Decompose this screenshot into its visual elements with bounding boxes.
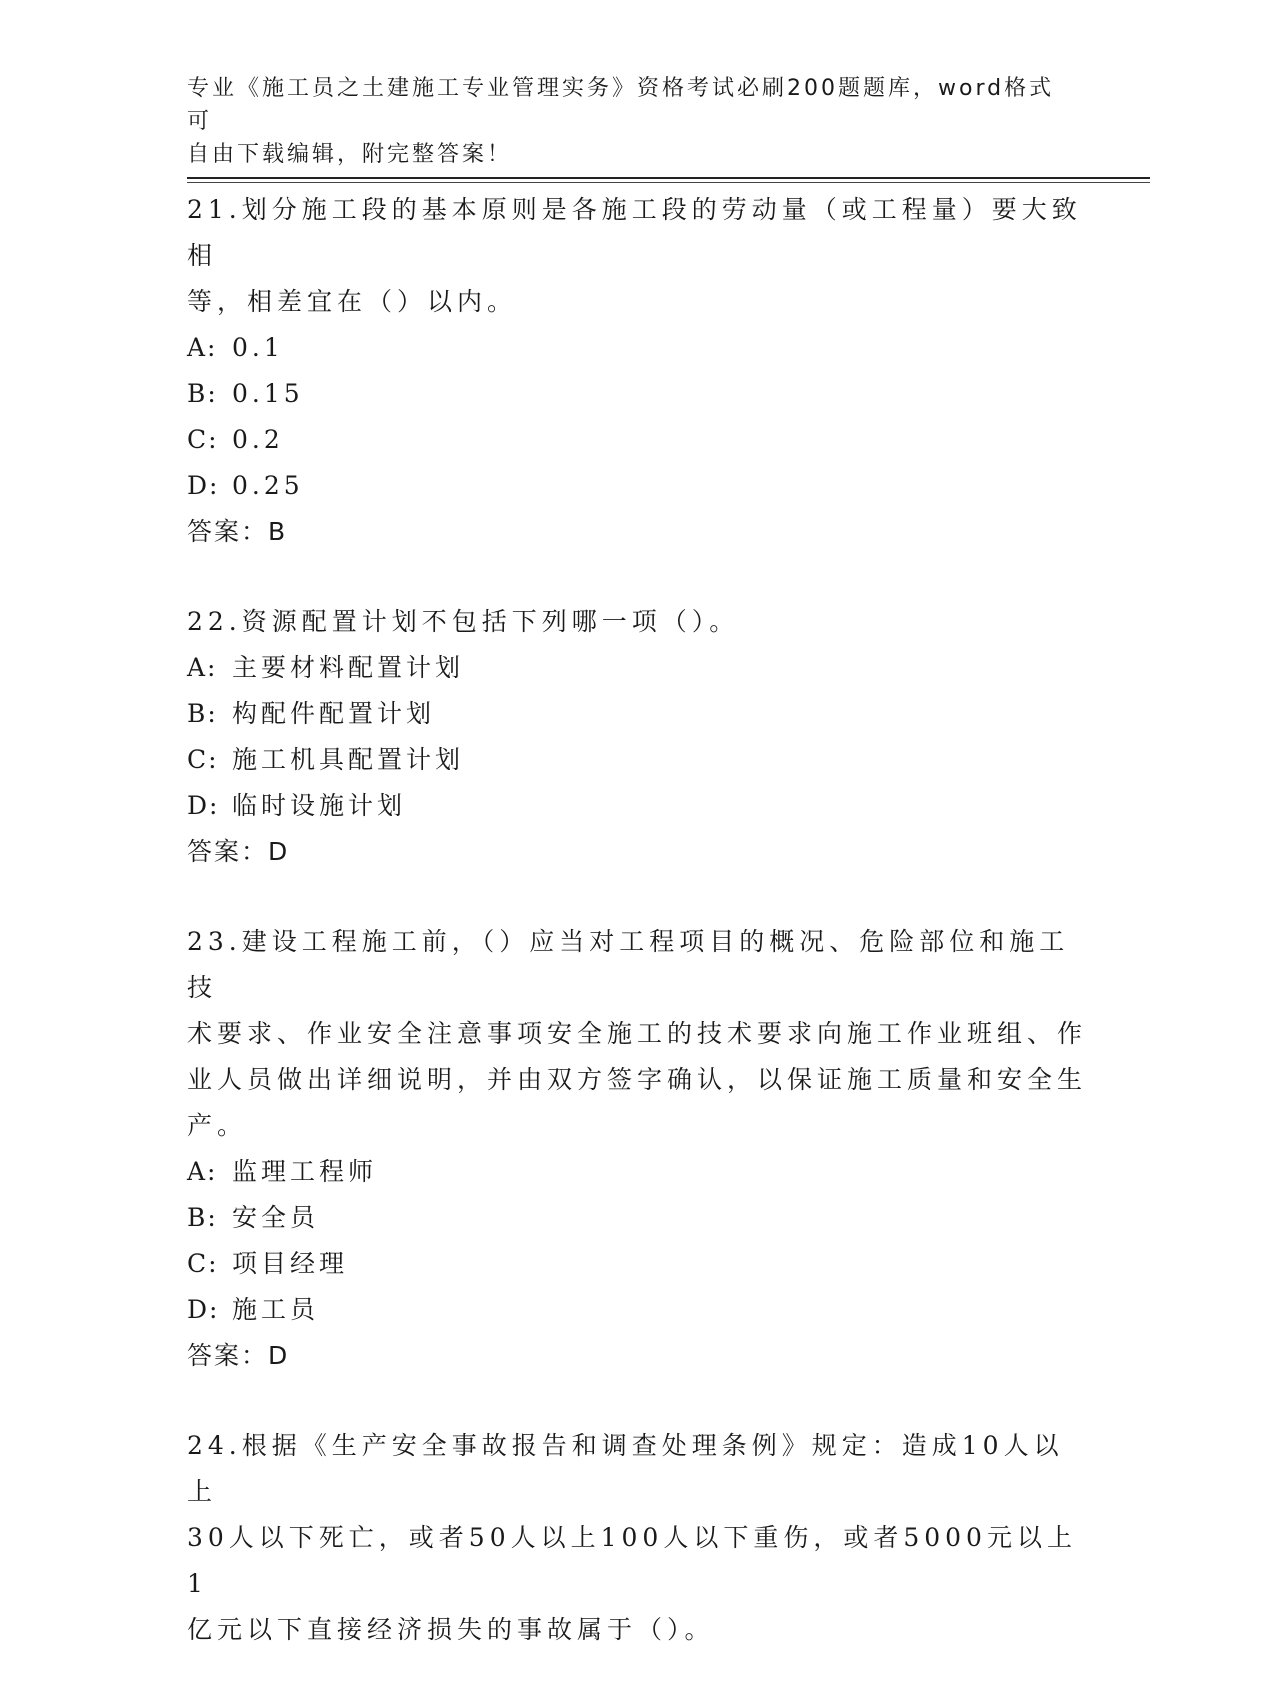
option-key: C: [187, 745, 219, 774]
header-divider-thick [187, 177, 1150, 179]
option-text: 构配件配置计划 [232, 699, 436, 728]
option-key: A: [187, 333, 218, 362]
answer-line: 答案：D [187, 837, 290, 866]
option-text: 临时设施计划 [232, 791, 407, 820]
option-d [187, 463, 1087, 509]
question-23 [187, 919, 1087, 1379]
option-text: 安全员 [232, 1203, 320, 1232]
question-stem-line: 21.划分施工段的基本原则是各施工段的劳动量（或工程量）要大致相 [187, 195, 1082, 270]
header-line-2: 自由下载编辑，附完整答案！ [187, 142, 513, 167]
question-stem-line: 30人以下死亡，或者50人以上100人以下重伤，或者5000元以上1 [187, 1523, 1077, 1598]
option-key: C: [187, 1249, 219, 1278]
option-text: 0.25 [232, 471, 304, 500]
option-text: 0.2 [232, 425, 284, 454]
option-b [187, 691, 1087, 737]
header-divider-thin [187, 182, 1150, 183]
option-c [187, 417, 1087, 463]
option-text: 监理工程师 [232, 1157, 378, 1186]
question-22 [187, 599, 1087, 875]
option-key: B: [187, 379, 218, 408]
answer-line: 答案：B [187, 517, 288, 546]
option-a [187, 1149, 1087, 1195]
question-stem-line: 业人员做出详细说明，并由双方签字确认，以保证施工质量和安全生 [187, 1065, 1088, 1094]
option-d [187, 783, 1087, 829]
option-text: 0.1 [232, 333, 284, 362]
option-a [187, 325, 1087, 371]
option-key: B: [187, 699, 218, 728]
header-line-1: 专业《施工员之土建施工专业管理实务》资格考试必刷200题题库，word格式可 [187, 76, 1055, 134]
question-stem-line: 亿元以下直接经济损失的事故属于（）。 [187, 1615, 715, 1644]
option-key: D: [187, 1295, 220, 1324]
option-d [187, 1287, 1087, 1333]
option-key: B: [187, 1203, 218, 1232]
option-key: D: [187, 471, 220, 500]
option-text: 施工员 [232, 1295, 320, 1324]
question-24 [187, 1423, 1087, 1653]
question-stem-line: 23.建设工程施工前，（）应当对工程项目的概况、危险部位和施工技 [187, 927, 1070, 1002]
question-stem-line: 22.资源配置计划不包括下列哪一项（）。 [187, 607, 740, 636]
question-stem-line: 产。 [187, 1111, 248, 1140]
document-header [187, 72, 1067, 171]
option-key: A: [187, 653, 218, 682]
option-text: 0.15 [232, 379, 304, 408]
option-key: D: [187, 791, 220, 820]
question-stem-line: 等，相差宜在（）以内。 [187, 287, 518, 316]
option-b [187, 371, 1087, 417]
option-text: 施工机具配置计划 [232, 745, 465, 774]
question-stem-line: 24.根据《生产安全事故报告和调查处理条例》规定：造成10人以上 [187, 1431, 1064, 1506]
option-key: C: [187, 425, 219, 454]
question-list [187, 187, 1087, 1697]
option-c [187, 1241, 1087, 1287]
option-key: A: [187, 1157, 218, 1186]
question-21 [187, 187, 1087, 555]
option-c [187, 737, 1087, 783]
option-b [187, 1195, 1087, 1241]
question-stem-line: 术要求、作业安全注意事项安全施工的技术要求向施工作业班组、作 [187, 1019, 1088, 1048]
answer-line: 答案：D [187, 1341, 290, 1370]
option-text: 项目经理 [232, 1249, 349, 1278]
option-a [187, 645, 1087, 691]
option-text: 主要材料配置计划 [232, 653, 465, 682]
